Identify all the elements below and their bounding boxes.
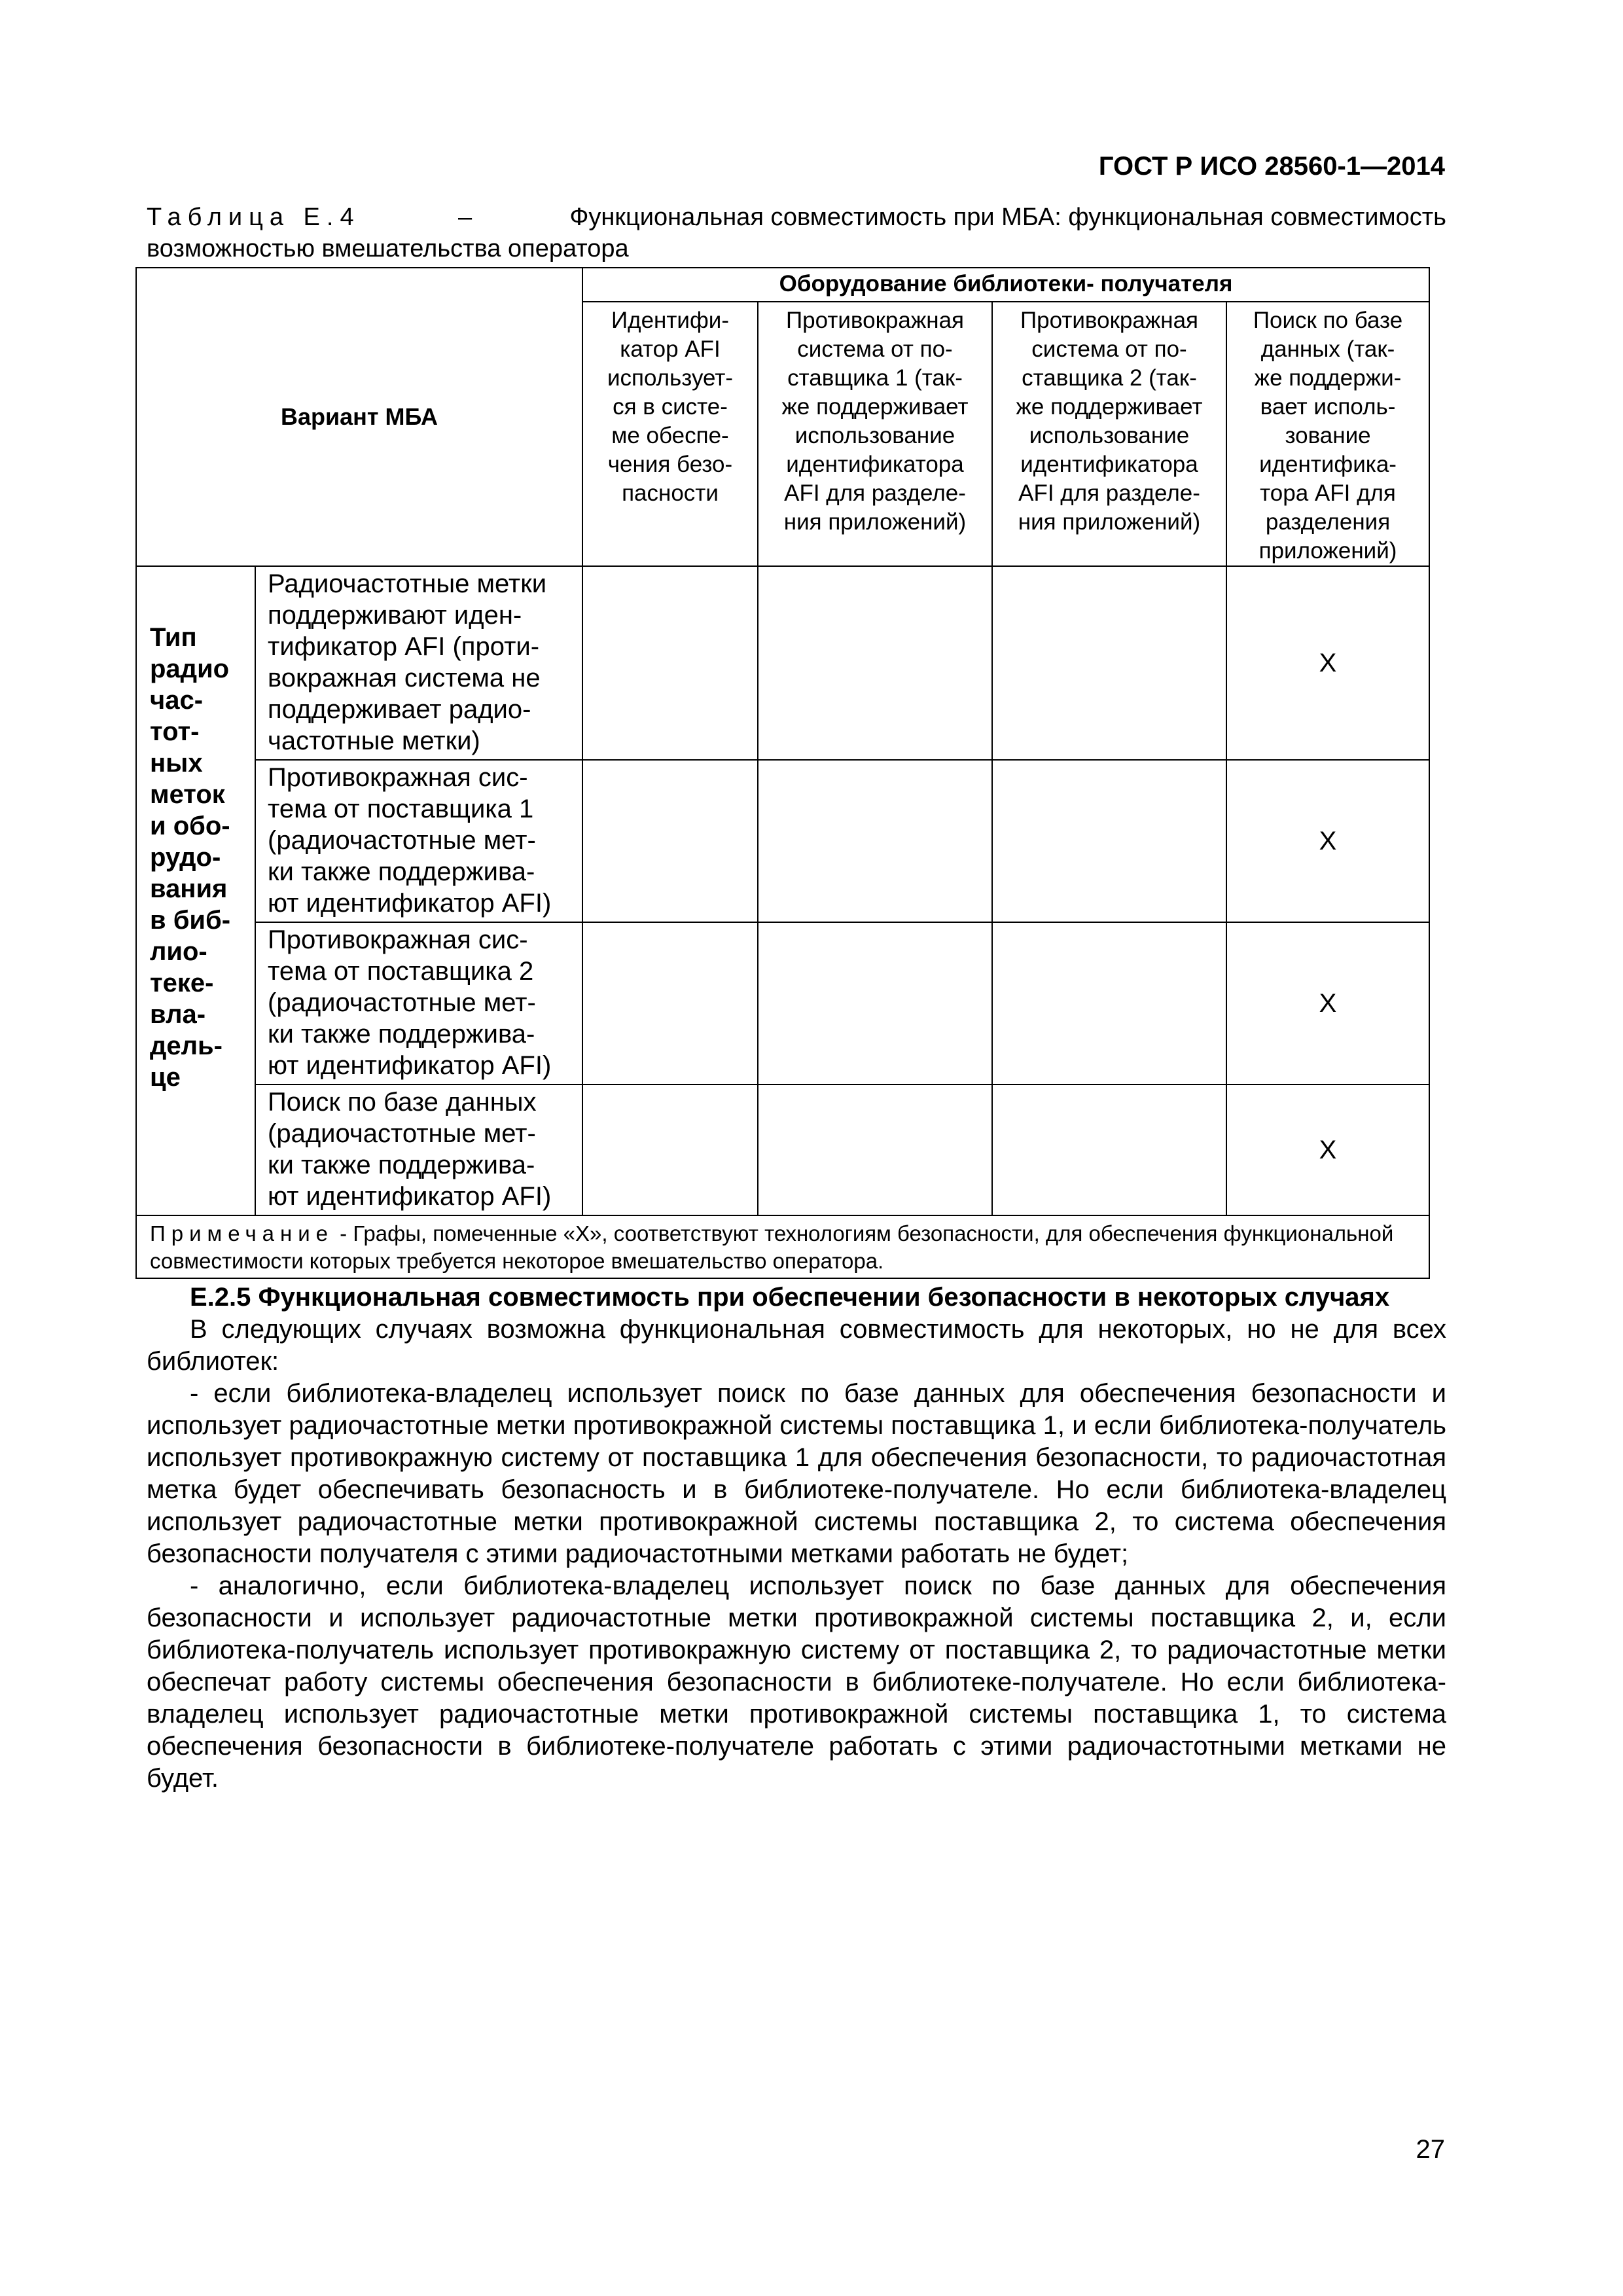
text-line: же поддержи- [1254,365,1402,391]
row-label [255,760,582,922]
caption-line-1 [147,202,1446,233]
row-label-lines [268,1086,573,1212]
text-line: вания [150,874,228,903]
row-label-lines [268,924,573,1081]
text-line: же поддерживает [781,394,969,420]
text-line: Тип [150,623,197,652]
text-line: дель- [150,1031,223,1060]
text-line: вает исполь- [1260,394,1396,420]
column-header-lines [588,306,752,508]
text-line: лио- [150,937,207,966]
column-header [758,302,992,566]
text-line: теке- [150,969,214,997]
mark-cell: Х [1226,922,1429,1085]
text-line: тема от поставщика 2 [268,957,534,986]
variant-header: Вариант МБА [136,268,582,566]
note-text: - Графы, помеченные «Х», соответствуют технологиям безопасности, для обеспечения функциональной совместимости которых требуется некоторое вмешательство оператора. [150,1221,1394,1273]
mark-cell: Х [1226,566,1429,760]
text-line: поддерживает радио- [268,695,531,724]
mark-cell [758,922,992,1085]
caption-title-1: Функциональная совместимость при МБА: функциональная совместимость [569,204,1446,231]
text-line: идентификатора [1020,452,1198,477]
text-line: идентификатора [786,452,964,477]
text-line: ния приложений) [783,509,967,535]
compatibility-table [135,267,1430,1279]
mark-cell [582,566,758,760]
table-label: Таблица Е.4 [147,204,361,231]
text-line: Противокражная [1020,308,1198,333]
text-line: же поддерживает [1016,394,1203,420]
group-header: Оборудование библиотеки- получателя [582,268,1429,302]
text-line: катор AFI [620,336,721,362]
paragraph: В следующих случаях возможна функциональная совместимость для некоторых, но не для всех библиотек: [147,1315,1446,1376]
row-label-lines [268,568,573,757]
text-line: использует- [607,365,734,391]
mark-cell [582,922,758,1085]
mark-cell [992,922,1226,1085]
text-line: ют идентификатор AFI) [268,889,552,918]
page-number: 27 [1416,2135,1445,2164]
mark-cell [992,760,1226,922]
text-line: Радиочастотные метки [268,569,547,598]
mark-cell: Х [1226,760,1429,922]
text-line: Противокражная [786,308,964,333]
text-line: ставщика 2 (так- [1022,365,1197,391]
text-line: Идентифи- [611,308,729,333]
mark-cell [992,1085,1226,1215]
side-header [136,566,255,1215]
row-label [255,922,582,1085]
column-header [1226,302,1429,566]
table-note [136,1215,1429,1278]
mark-cell [582,1085,758,1215]
text-line: тема от поставщика 1 [268,795,534,823]
text-line: це [150,1063,181,1092]
text-line: меток [150,780,225,809]
text-line: ных [150,749,203,778]
row-label [255,566,582,760]
text-line: использование [1029,423,1190,448]
column-header [582,302,758,566]
row-label-lines [268,762,573,919]
paragraph: - аналогично, если библиотека-владелец использует поиск по базе данных для обеспечения безопасности и использует радиочастотные метки противокражной системы поставщика 2, и, если библиотека-получатель использует противокражную систему от поставщика 2, то радиочастотные метки обеспечат работу системы обеспечения безопасности в библиотеке-получателе. Но если библиотека-владелец использует радиочастотные метки противокражной системы поставщика 1, то система обеспечения безопасности в библиотеке-получателе работать с этими радиочастотными метками не будет. [147,1571,1446,1793]
text-line: частотные метки) [268,726,480,755]
text-line: ся в систе- [613,394,728,420]
mark-cell [582,760,758,922]
text-line: (радиочастотные мет- [268,1119,536,1148]
text-line: в биб- [150,906,231,935]
text-line: ют идентификатор AFI) [268,1051,552,1080]
column-header-lines [1232,306,1423,565]
document-code: ГОСТ Р ИСО 28560-1—2014 [1098,152,1445,181]
text-line: ки также поддержива- [268,1020,535,1049]
section-heading: Е.2.5 Функциональная совместимость при обеспечении безопасности в некоторых случаях [190,1283,1390,1312]
text-line: приложений) [1258,538,1397,564]
text-line: идентифика- [1259,452,1397,477]
text-line: ме обеспе- [611,423,729,448]
table-row [136,1085,1429,1215]
text-line: (радиочастотные мет- [268,826,536,855]
paragraph: - если библиотека-владелец использует поиск по базе данных для обеспечения безопасности и использует радиочастотные метки противокражной системы поставщика 1, и если библиотека-получатель использует противокражную систему от поставщика 1 для обеспечения безопасности, то радиочастотная метка будет обеспечивать безопасность и в библиотеке-получателе. Но если библиотека-владелец использует радиочастотные метки противокражной системы поставщика 2, то система обеспечения безопасности получателя с этими радиочастотными метками работать не будет; [147,1379,1446,1568]
text-line: тификатор AFI (проти- [268,632,540,661]
section-text [147,1282,1446,1795]
text-line: AFI для разделе- [1018,480,1200,506]
text-line: данных (так- [1260,336,1395,362]
text-line: ки также поддержива- [268,1151,535,1179]
side-header-lines [150,622,255,1093]
column-header [992,302,1226,566]
text-line: чения безо- [607,452,733,477]
text-line: тора AFI для [1260,480,1396,506]
row-label [255,1085,582,1215]
text-line: вла- [150,1000,206,1029]
table-row [136,566,1429,760]
text-line: зование [1285,423,1371,448]
text-line: пасности [622,480,719,506]
table-header-row-1 [136,268,1429,302]
text-line: система от по- [1031,336,1187,362]
table-row [136,760,1429,922]
column-header-lines [998,306,1221,537]
table-note-row [136,1215,1429,1278]
mark-cell [992,566,1226,760]
text-line: система от по- [797,336,953,362]
caption-title-2: возможностью вмешательства оператора [147,235,629,262]
text-line: радио [150,655,230,683]
text-line: поддерживают иден- [268,601,522,630]
note-label: Примечание [150,1221,334,1246]
text-line: ют идентификатор AFI) [268,1182,552,1211]
text-line: разделения [1265,509,1391,535]
text-line: AFI для разделе- [784,480,966,506]
text-line: использование [794,423,955,448]
text-line: час- [150,686,204,715]
caption-dash: – [457,204,473,231]
mark-cell [758,760,992,922]
text-line: ния приложений) [1018,509,1201,535]
text-line: рудо- [150,843,221,872]
text-line: Противокражная сис- [268,925,528,954]
text-line: (радиочастотные мет- [268,988,536,1017]
mark-cell [758,1085,992,1215]
table-caption [147,202,1446,264]
text-line: ставщика 1 (так- [787,365,963,391]
text-line: и обо- [150,812,230,840]
text-line: вокражная система не [268,664,541,692]
column-header-lines [764,306,986,537]
text-line: Поиск по базе данных [268,1088,537,1117]
text-line: Противокражная сис- [268,763,528,792]
mark-cell: Х [1226,1085,1429,1215]
text-line: ки также поддержива- [268,857,535,886]
text-line: тот- [150,717,200,746]
text-line: Поиск по базе [1253,308,1403,333]
table-row [136,922,1429,1085]
mark-cell [758,566,992,760]
